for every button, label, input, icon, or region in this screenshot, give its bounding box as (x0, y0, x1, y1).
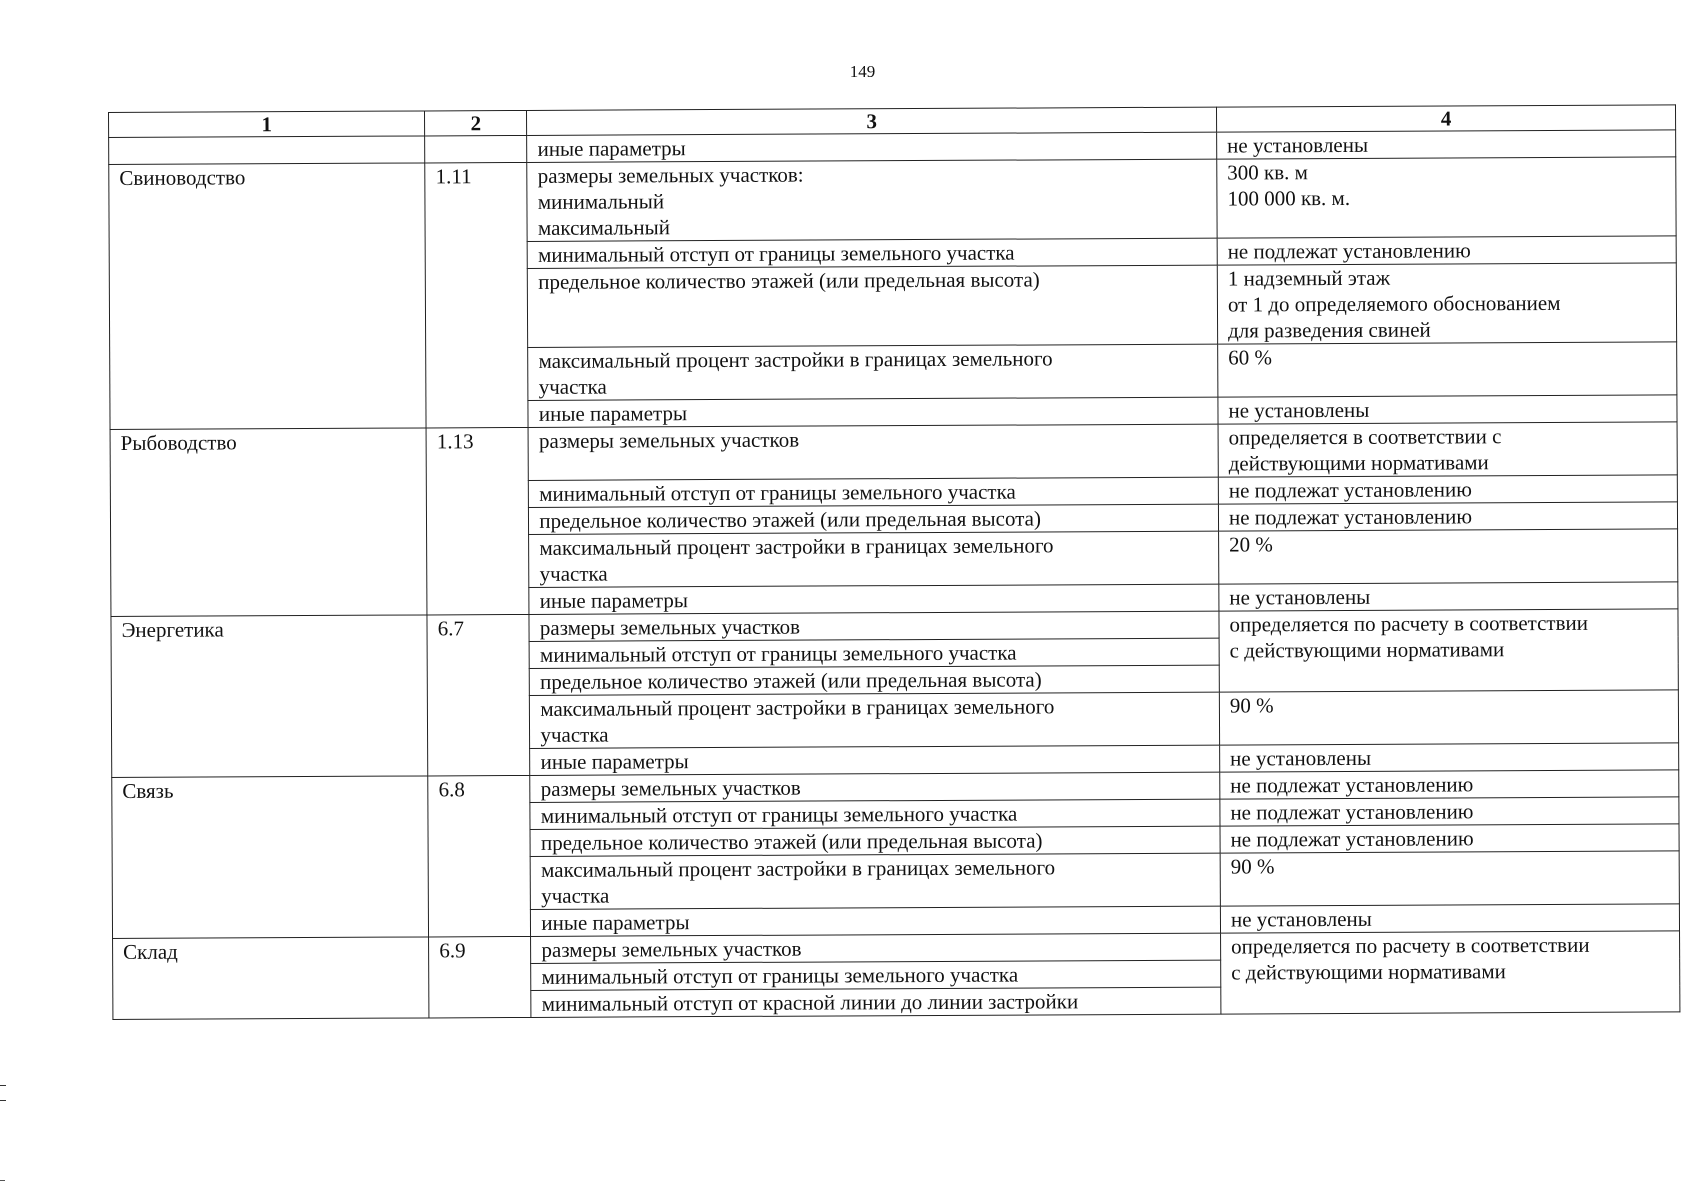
value-cell: не установлены (1217, 130, 1676, 159)
header-col-4: 4 (1216, 105, 1675, 132)
value-cell: не установлены (1220, 904, 1679, 933)
use-code-cell: 6.9 (429, 936, 532, 1017)
use-name-cell: Энергетика (111, 615, 428, 778)
param-cell: размеры земельных участков (530, 772, 1220, 802)
param-cell: предельное количество этажей (или предельная высота) (528, 265, 1218, 347)
value-cell: не подлежат установлению (1220, 824, 1679, 853)
use-name-cell (109, 136, 425, 165)
value-cell: определяется по расчету в соответствии с действующими нормативами (1219, 609, 1678, 692)
param-cell: иные параметры (530, 745, 1220, 775)
use-name-cell: Связь (112, 776, 429, 939)
param-cell: минимальный отступ от границы земельного участка (531, 960, 1221, 990)
param-cell: иные параметры (529, 584, 1219, 614)
value-cell: 300 кв. м 100 000 кв. м. (1217, 157, 1676, 238)
use-name-cell: Свиноводство (109, 163, 427, 430)
use-code-cell: 1.11 (425, 162, 528, 427)
use-code-cell: 6.8 (428, 775, 531, 936)
value-cell: не подлежат установлению (1220, 797, 1679, 826)
param-cell: максимальный процент застройки в границах земельного участка (528, 344, 1218, 400)
value-cell: не подлежат установлению (1220, 770, 1679, 799)
param-cell: минимальный отступ от красной линии до линии застройки (531, 987, 1221, 1017)
use-name-cell: Склад (113, 937, 430, 1020)
value-cell: не подлежат установлению (1218, 475, 1677, 504)
param-cell: размеры земельных участков (528, 424, 1218, 480)
param-cell: максимальный процент застройки в границах земельного участка (530, 692, 1220, 748)
value-cell: 1 надземный этаж от 1 до определяемого обоснованием для разведения свиней (1217, 263, 1676, 344)
param-cell: максимальный процент застройки в границах земельного участка (531, 853, 1221, 909)
param-cell: минимальный отступ от границы земельного участка (527, 238, 1217, 268)
page-number: 149 (849, 62, 876, 81)
value-cell: не установлены (1220, 743, 1679, 772)
param-cell: предельное количество этажей (или предельная высота) (529, 504, 1219, 534)
table-row (109, 157, 1676, 244)
param-cell: минимальный отступ от границы земельного участка (529, 477, 1219, 507)
param-cell: минимальный отступ от границы земельного участка (529, 638, 1219, 668)
value-cell: определяется по расчету в соответствии с действующими нормативами (1220, 931, 1679, 1014)
header-col-2: 2 (425, 110, 527, 135)
value-cell: не подлежат установлению (1217, 236, 1676, 265)
value-cell: определяется в соответствии с действующими нормативами (1218, 422, 1677, 477)
header-col-3: 3 (527, 107, 1217, 135)
margin-tick (0, 1180, 5, 1181)
use-code-cell (425, 135, 527, 162)
value-cell: 20 % (1219, 529, 1678, 584)
param-cell: предельное количество этажей (или предельная высота) (530, 665, 1220, 695)
use-name-cell: Рыбоводство (110, 428, 427, 617)
regulations-table (108, 104, 1680, 1020)
use-code-cell: 1.13 (426, 427, 529, 614)
param-cell: размеры земельных участков: минимальный максимальный (527, 159, 1217, 241)
param-cell: максимальный процент застройки в границах земельного участка (529, 531, 1219, 587)
use-code-cell: 6.7 (427, 614, 530, 775)
param-cell: размеры земельных участков (529, 611, 1219, 641)
header-col-1: 1 (109, 111, 425, 138)
value-cell: не установлены (1219, 582, 1678, 611)
value-cell: не установлены (1218, 395, 1677, 424)
param-cell: иные параметры (528, 397, 1218, 427)
table-row (110, 422, 1677, 483)
param-cell: иные параметры (527, 132, 1217, 162)
param-cell: размеры земельных участков (531, 933, 1221, 963)
value-cell: 90 % (1220, 851, 1679, 906)
margin-mark (0, 1085, 6, 1101)
param-cell: минимальный отступ от границы земельного участка (530, 799, 1220, 829)
value-cell: не подлежат установлению (1218, 502, 1677, 531)
param-cell: предельное количество этажей (или предельная высота) (530, 826, 1220, 856)
param-cell: иные параметры (531, 906, 1221, 936)
value-cell: 90 % (1219, 690, 1678, 745)
value-cell: 60 % (1218, 342, 1677, 397)
